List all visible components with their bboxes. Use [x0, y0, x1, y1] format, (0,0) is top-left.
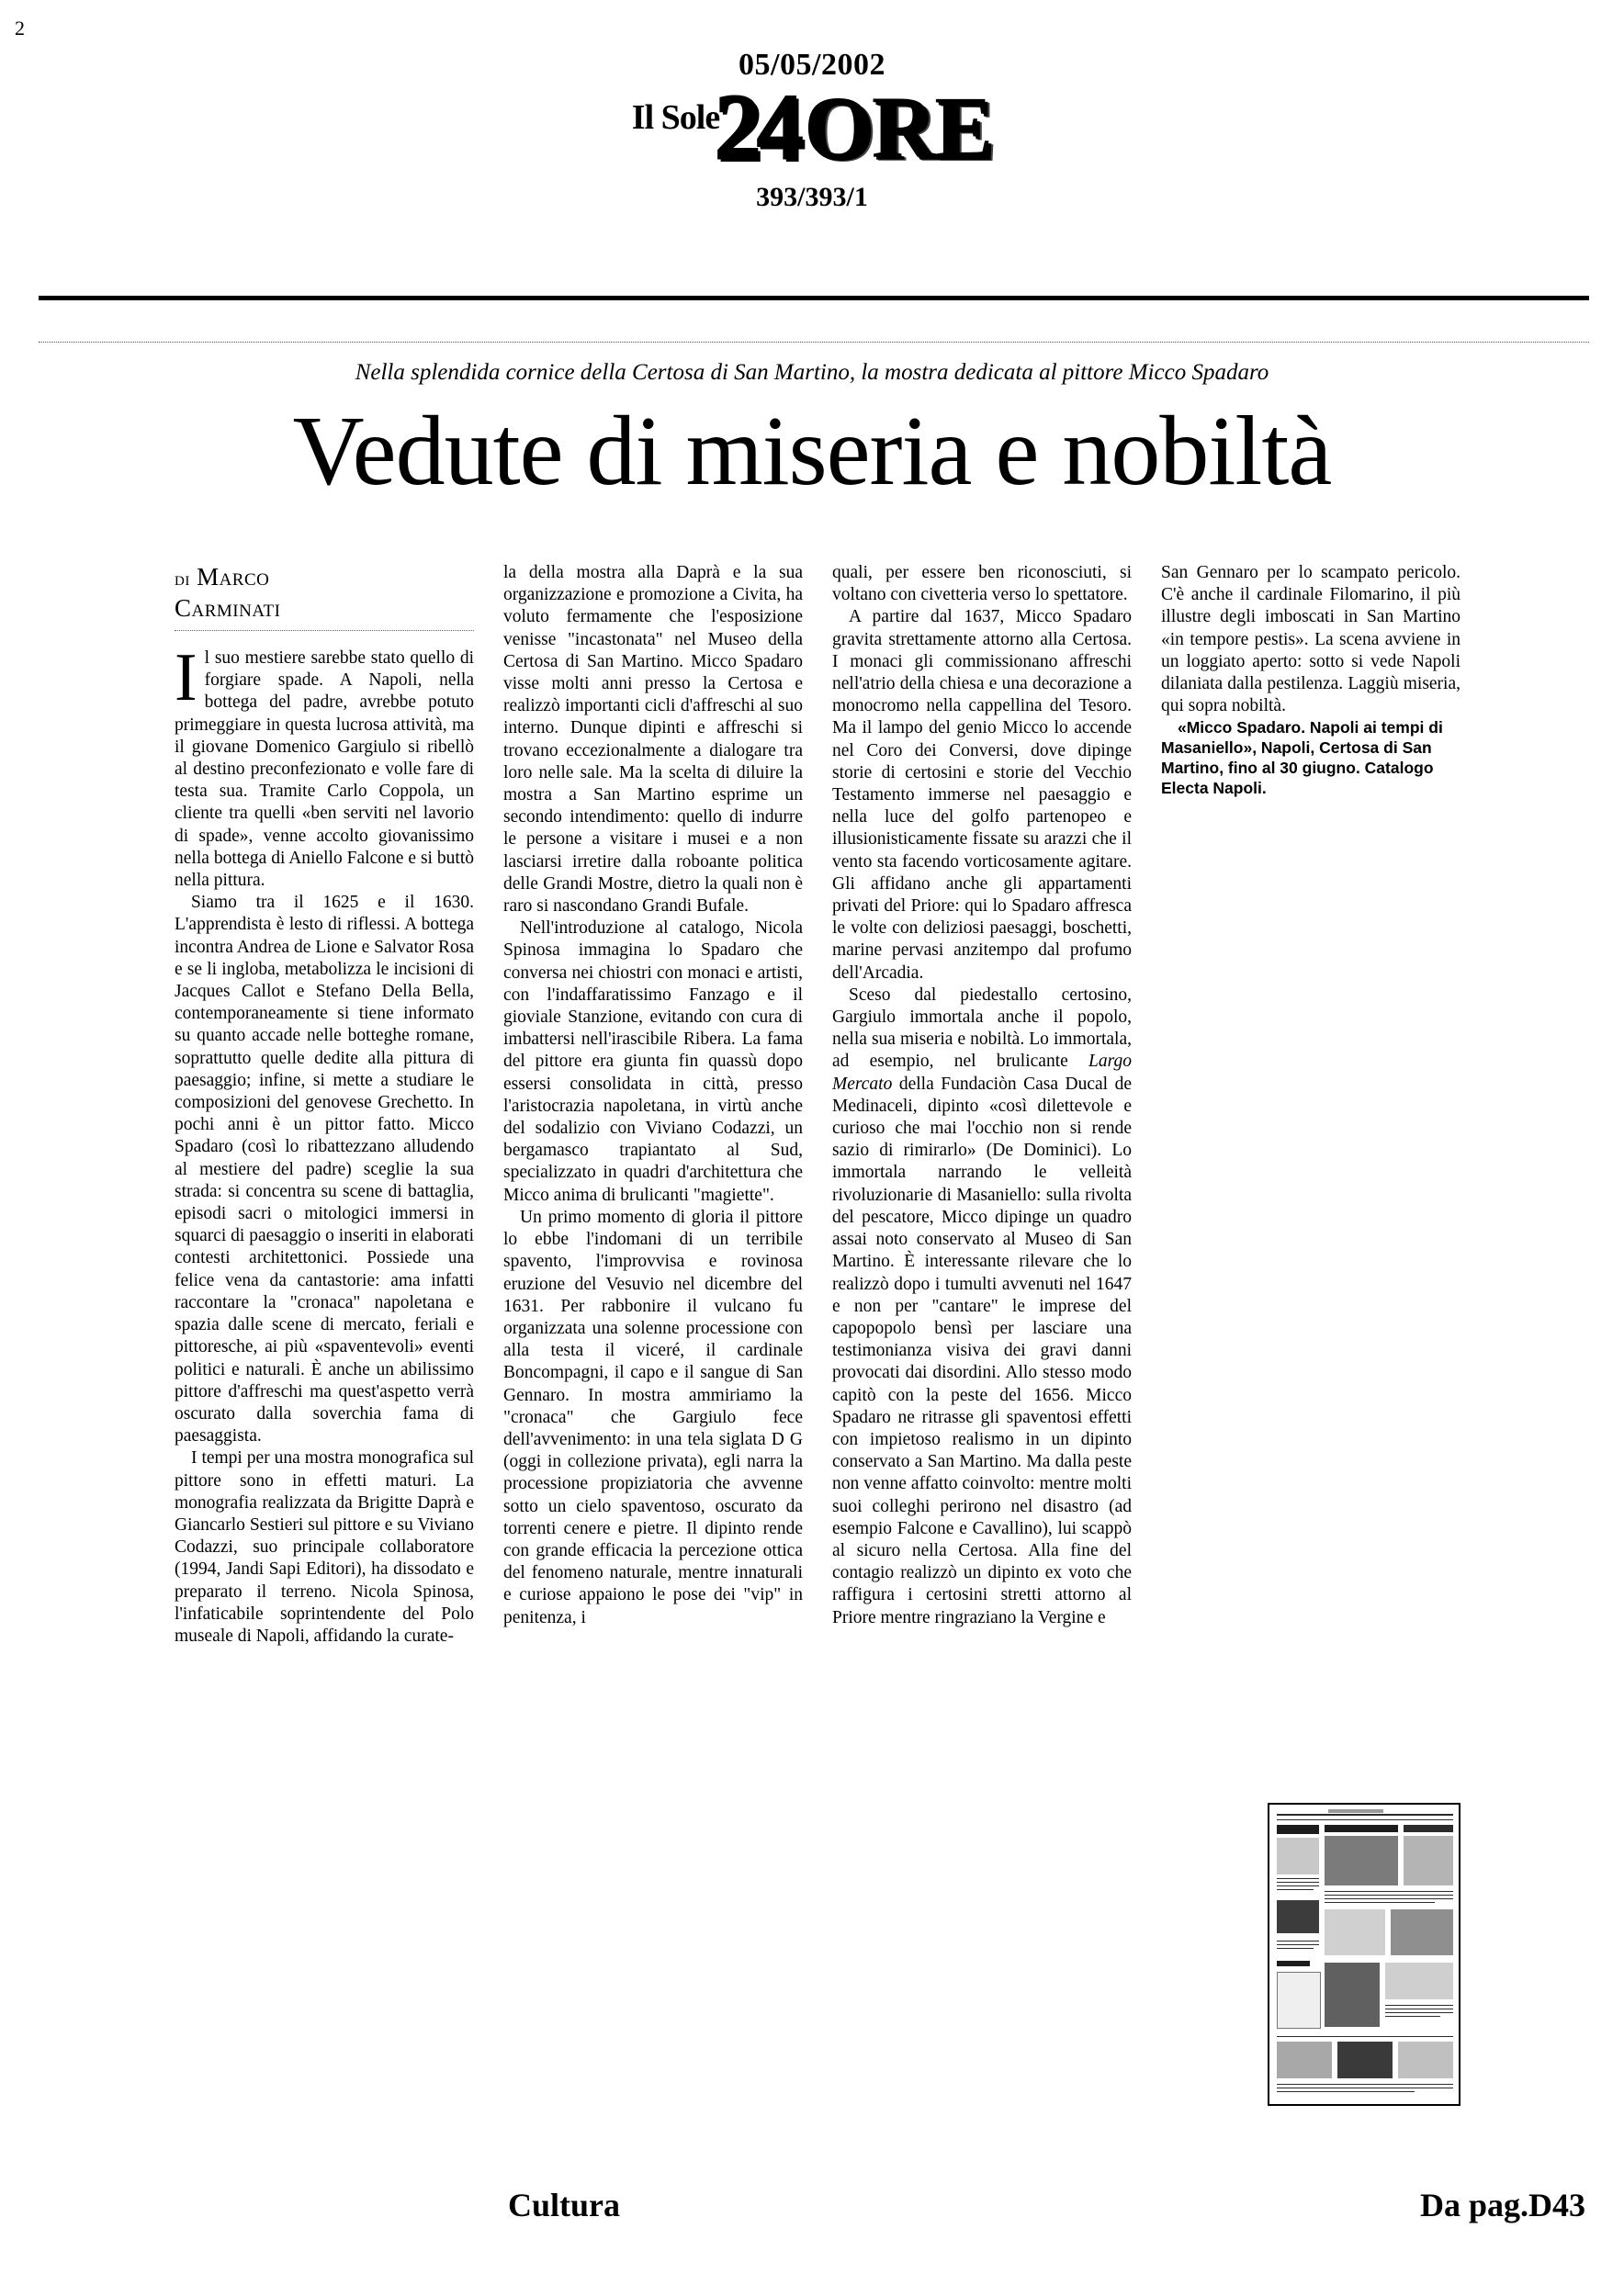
article-column-2: [503, 562, 803, 2178]
paragraph: A partire dal 1637, Micco Spadaro gravita strettamente attorno alla Certosa. I monaci gli commissionano affreschi nell'atrio della chiesa e una decorazione a monocromo nella cappellina del Tesoro. Ma il lampo del genio Micco lo accende nel Coro dei Conversi, dove dipinge storie di certosini e storie del Vecchio Testamento immerse nel paesaggio e nella luce del golfo partenopeo e illusionisticamente fissate su arazzi che il vento sta facendo vorticosamente agitare. Gli affidano anche gli appartamenti privati del Priore: qui lo Spadaro affresca le volte con deliziosi paesaggi, boschetti, marine pervasi anzitempo dal profumo dell'Arcadia.: [832, 607, 1132, 983]
paragraph: Il suo mestiere sarebbe stato quello di forgiare spade. A Napoli, nella bottega del padre, avrebbe potuto primeggiare in questa lucrosa attività, ma il giovane Domenico Gargiulo si ribellò al destino preconfezionato e volle fare di testa sua. Tramite Carlo Coppola, un cliente tra quelli «ben serviti nel lavorio di spade», venne accolto giovanissimo nella bottega di Aniello Falcone e si buttò nella pittura.: [175, 640, 474, 891]
paragraph: quali, per essere ben riconosciuti, si voltano con civetteria verso lo spettatore.: [832, 563, 1132, 605]
article-headline: Vedute di miseria e nobiltà: [292, 397, 1332, 506]
article-column-1: [175, 562, 474, 2178]
artwork-title: Largo Mercato: [832, 1052, 1132, 1094]
exhibition-credit: «Micco Spadaro. Napoli ai tempi di Masaniello», Napoli, Certosa di San Martino, fino al 30 giugno. Catalogo Electa Napoli.: [1161, 718, 1443, 798]
article-column-3: [832, 562, 1132, 2178]
page-number: 2: [15, 17, 25, 39]
paragraph: Nell'introduzione al catalogo, Nicola Spinosa immagina lo Spadaro che conversa nei chiostri con monaci e artisti, con l'indaffaratissimo Fanzago e il gioviale Stanzione, evitando con cura di imbattersi nell'irascibile Ribera. La fama del pittore era giunta fin quassù dopo essersi consolidata in città, presso l'aristocrazia napoletana, in virtù anche del sodalizio con Viviano Codazzi, un bergamasco trapiantato al Sud, specializzato in quadri d'architettura che Micco anima di brulicanti "magiette".: [503, 918, 803, 1205]
issue-code: 393/393/1: [756, 182, 868, 212]
byline-prefix: di: [175, 568, 190, 590]
newspaper-logo: [0, 74, 1624, 180]
paragraph: Siamo tra il 1625 e il 1630. L'apprendista è lesto di riflessi. A bottega incontra Andrea de Lione e Salvator Rosa e se li ingloba, metabolizza le incisioni di Jacques Callot e Stefano Della Bella, contemporaneamente si tiene informato su quanto accade nelle botteghe romane, soprattutto quelle dedite alla pittura di paesaggio; infine, si mette a studiare le composizioni del genovese Grechetto. In pochi anni è un pittor fatto. Micco Spadaro (così lo ribattezzano alludendo al mestiere del padre) sceglie la sua strada: si concentra su scene di battaglia, episodi sacri o mitologici immersi in squarci di paesaggio o inseriti in elaborati contesti architettonici. Possiede una felice vena da cantastorie: ama infatti raccontare la "cronaca" napoletana e spazia dalle scene di mercato, feriali e pittoresche, ai più «spaventevoli» eventi politici e naturali. È anche un abilissimo pittore d'affreschi ma quest'aspetto verrà oscurato dalla soverchia fama di paesaggista.: [175, 893, 474, 1446]
paragraph: I tempi per una mostra monografica sul pittore sono in effetti maturi. La monografia realizzata da Brigitte Daprà e Giancarlo Sestieri sul pittore e su Viviano Codazzi, suo principale collaboratore (1994, Jandi Sapi Editori), ha dissodato e preparato il terreno. Nicola Spinosa, l'infaticabile soprintendente del Polo museale di Napoli, affidando la curate-: [175, 1448, 474, 1646]
paragraph: Sceso dal piedestallo certosino, Gargiulo immortala anche il popolo, nella sua miseria e nobiltà. Lo immortala, ad esempio, nel brulicante Largo Mercato della Fundaciòn Casa Ducal de Medinaceli, dipinto «così dilettevole e curioso che mai l'occhio non si rende sazio di rimirarlo» (De Dominici). Lo immortala narrando le velleità rivoluzionarie di Masaniello: sulla rivolta del pescatore, Micco dipinge un quadro assai noto conservato al Museo di San Martino. È interessante rilevare che lo realizzò dopo i tumulti avvenuti nel 1647 e non per "cantare" le imprese del capopopolo bensì per lasciare una testimonianza visiva dei gravi danni provocati dai disordini. Allo stesso modo capitò con la peste del 1656. Micco Spadaro ne ritrasse gli spaventosi effetti con impietoso realismo in un dipinto conservato a San Martino. Ma dalla peste non venne affatto coinvolto: mentre molti suoi colleghi perirono nel disastro (ad esempio Falcone e Cavallino), lui scappò al sicuro nella Certosa. Alla fine del contagio realizzò un dipinto ex voto che raffigura i certosini stretti attorno al Priore mentre ringraziano la Vergine e: [832, 985, 1132, 1627]
footer-source-page: Da pag.D43: [1419, 2187, 1585, 2223]
paragraph: la della mostra alla Daprà e la sua organizzazione e promozione a Civita, ha voluto fermamente che l'esposizione venisse "incastonata" nel Museo della Certosa di San Martino. Micco Spadaro visse molti anni presso la Certosa e realizzò importanti cicli d'affreschi al suo interno. Dunque dipinti e affreschi si trovano eccezionalmente a dialogare tra loro nelle sale. Ma la scelta di diluire la mostra a San Martino esprime un secondo intendimento: quello di indurre le persone a visitare i musei e a non lasciarsi irretire dalla roboante politica delle Grandi Mostre, dietro la quali non è raro si nascondano Grandi Bufale.: [503, 563, 803, 917]
issue-date: 05/05/2002: [739, 48, 885, 82]
logo-ilsole-text: Il Sole: [631, 98, 720, 137]
horizontal-rule-thick: [39, 296, 1589, 300]
horizontal-rule-dotted: [39, 342, 1589, 343]
masthead: [0, 48, 1624, 213]
page-thumbnail: [1268, 1803, 1460, 2106]
paragraph: Un primo momento di gloria il pittore lo ebbe l'indomani di un terribile spavento, l'improvvisa e rovinosa eruzione del Vesuvio nel dicembre del 1631. Per rabbonire il vulcano fu organizzata una solenne processione con alla testa il viceré, il cardinale Boncompagni, il capo e il sangue di San Gennaro. In mostra ammiriamo la "cronaca" che Gargiulo fece dell'avvenimento: in una tela siglata D G (oggi in collezione privata), egli narra la processione propiziatoria che avvenne sotto un cielo spaventoso, oscurato da torrenti cenere e pietre. Il dipinto rende con grande efficacia la percezione ottica del fenomeno naturale, mentre innaturali e curiose appaiono le pose dei "vip" in penitenza, i: [503, 1207, 803, 1627]
logo-ore-text: ORE: [804, 78, 993, 176]
byline: [175, 562, 474, 623]
paragraph: San Gennaro per lo scampato pericolo. C'è anche il cardinale Filomarino, il più illustre degli imboscati in San Martino «in tempore pestis». La scena avviene in un loggiato aperto: sotto si vede Napoli dilaniata dalla pestilenza. Laggiù miseria, qui sopra nobiltà.: [1161, 563, 1460, 716]
logo-24-text: 24: [714, 74, 799, 180]
byline-last-name: Carminati: [175, 594, 281, 622]
footer-section: Cultura: [508, 2187, 621, 2223]
byline-first-name: Marco: [197, 563, 270, 591]
article-kicker: Nella splendida cornice della Certosa di San Martino, la mostra dedicata al pittore Micco Spadaro: [355, 360, 1269, 385]
byline-divider: [175, 630, 474, 631]
page-thumbnail-image: [1273, 1808, 1455, 2100]
